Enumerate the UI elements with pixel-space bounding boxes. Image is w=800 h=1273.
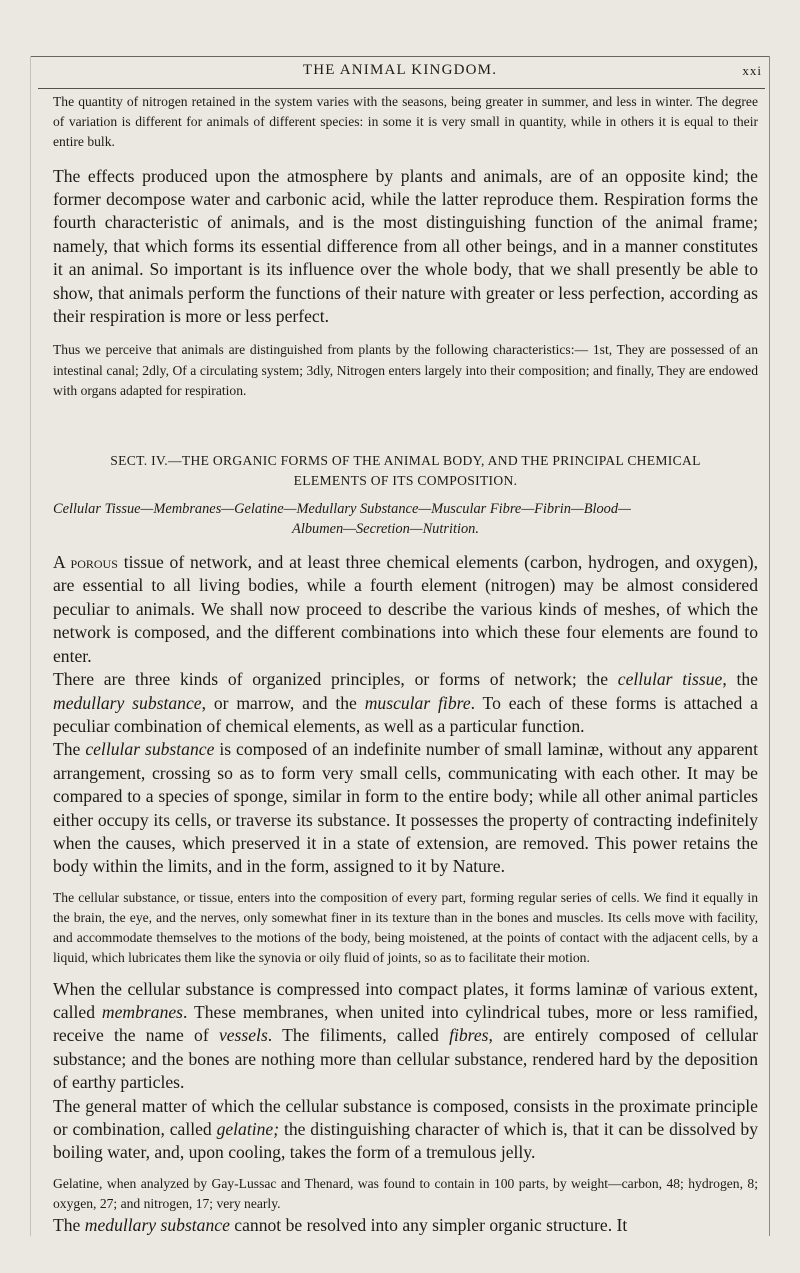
note-paragraph-characteristics: Thus we perceive that animals are distinguished from plants by the following characteristics:— 1st, They are possessed of an intestinal canal; 2dly, Of a circulating system; 3dly, Nitrogen enters largely into their composition; and finally, They are endowed with organs adapted for respiration. — [53, 342, 758, 398]
paragraph-three-kinds — [53, 668, 758, 738]
text-run: , or marrow, and the — [201, 692, 365, 713]
paragraph-respiration: The effects produced upon the atmosphere by plants and animals, are of an opposite kind; the former decompose water and carbonic acid, while the latter reproduce them. Respiration forms the fourth characteristic of animals, and is the most distinguishing function of the animal frame; namely, that which forms its essential difference from all other beings, and in a manner constitutes it an animal. So important is its influence over the whole body, that we shall presently be able to show, that animals perform the functions of their nature with greater or less perfection, according as their respiration is more or less perfect. — [53, 165, 758, 327]
emphasis-fibres: fibres — [449, 1025, 489, 1046]
text-run: There are three kinds of organized principles, or forms of network; the — [53, 669, 618, 690]
note-paragraph-gelatine-analysis: Gelatine, when analyzed by Gay-Lussac and Thenard, was found to contain in 100 parts, by weight—carbon, 48; hydrogen, 8; oxygen, 27; and nitrogen, 17; very nearly. — [53, 1175, 758, 1212]
paragraph-porous-tissue — [53, 551, 758, 668]
emphasis-cellular-tissue: cellular tissue — [617, 669, 723, 690]
text-run: The — [53, 1215, 85, 1236]
section-title-line2: ELEMENTS OF ITS COMPOSITION. — [293, 473, 518, 489]
paragraph-porous-tissue-text: tissue of network, and at least three chemical elements (carbon, hydrogen, and oxygen), are essential to all living bodies, while a fourth element (nitrogen) may be almost considered peculiar to animals. We shall now proceed to describe the various kinds of meshes, of which the network is composed, and the different combinations into which these four elements are found to enter. — [53, 552, 758, 666]
page-content — [53, 92, 758, 1260]
paragraph-medullary — [53, 1214, 758, 1237]
emphasis-cellular-substance: cellular substance — [85, 739, 215, 760]
note-paragraph-nitrogen: The quantity of nitrogen retained in the system varies with the seasons, being greater in summer, and less in winter. The degree of variation is different for animals of different species: in some it is very small in quantity, while in others it is equal to their entire bulk. — [53, 94, 758, 150]
emphasis-vessels: vessels — [218, 1025, 268, 1046]
page-border-right — [769, 56, 770, 1236]
text-run: . These membranes, when united into cylindrical tubes, more or less ramified, receive the name of — [53, 1001, 758, 1046]
emphasis-gelatine: gelatine; — [216, 1119, 280, 1139]
text-run: is composed of an indefinite number of small laminæ, without any apparent arrangement, crossing so as to form very small cells, communicating with each other. It may be compared to a species of sponge, similar in form to the entire body; while all other animal particles either occupy its cells, or traverse its substance. It possesses the property of contracting indefinitely when the causes, which preserved it in a state of extension, are removed. This power retains the body within the limits, and in the form, assigned to it by Nature. — [53, 739, 758, 877]
page-number: xxi — [742, 63, 762, 78]
page-border-left — [30, 56, 31, 1236]
page-border-top — [30, 56, 770, 57]
text-run: The — [53, 739, 86, 760]
paragraph-gelatine — [53, 1095, 758, 1165]
emphasis-membranes: membranes — [101, 1001, 184, 1022]
text-run: . To each of these forms is attached a peculiar combination of chemical elements, as well as a particular function. — [53, 692, 758, 736]
running-head: THE ANIMAL KINGDOM. — [302, 62, 498, 78]
section-contents-line2: Albumen—Secretion—Nutrition. — [292, 521, 479, 538]
section-contents-line1: Cellular Tissue—Membranes—Gelatine—Medullary Substance—Muscular Fibre—Fibrin—Blood— — [53, 501, 631, 518]
text-run: , are entirely composed of cellular substance; and the bones are nothing more than cellular substance, rendered hard by the deposition of earthy particles. — [53, 1025, 758, 1093]
section-title — [53, 451, 758, 491]
emphasis-medullary-substance: medullary substance — [84, 1215, 230, 1236]
text-run: When the cellular substance is compressed into compact plates, it forms laminæ of various extent, called — [53, 978, 758, 1022]
paragraph-lead-words: A porous — [53, 552, 118, 573]
section-contents — [53, 499, 758, 539]
text-run: the distinguishing character of which is, that it can be dissolved by boiling water, and, upon cooling, takes the form of a tremulous jelly. — [53, 1119, 758, 1163]
text-run: , the — [722, 669, 758, 690]
emphasis-medullary-substance: medullary substance — [53, 692, 202, 713]
paragraph-membranes — [53, 978, 758, 1095]
header-rule — [38, 88, 765, 89]
text-run: The general matter of which the cellular substance is composed, consists in the proximate principle or combination, called — [53, 1095, 758, 1139]
text-run: . The filiments, called — [267, 1025, 450, 1046]
emphasis-muscular-fibre: muscular fibre — [364, 692, 471, 713]
section-title-line1: SECT. IV.—THE ORGANIC FORMS OF THE ANIMAL BODY, AND THE PRINCIPAL CHEMICAL — [110, 453, 701, 469]
text-run: cannot be resolved into any simpler organic structure. It — [229, 1215, 628, 1236]
page-header — [34, 60, 766, 86]
paragraph-cellular-substance — [53, 738, 758, 878]
note-paragraph-cellular-tissue: The cellular substance, or tissue, enters into the composition of every part, forming regular series of cells. We find it equally in the brain, the eye, and the nerves, only somewhat finer in its texture than in the bones and muscles. Its cells move with facility, and accommodate themselves to the motions of the body, being moistened, at the points of contact with the adjacent cells, by a liquid, which lubricates them like the synovia or oily fluid of joints, so as to facilitate their motion. — [53, 889, 758, 966]
